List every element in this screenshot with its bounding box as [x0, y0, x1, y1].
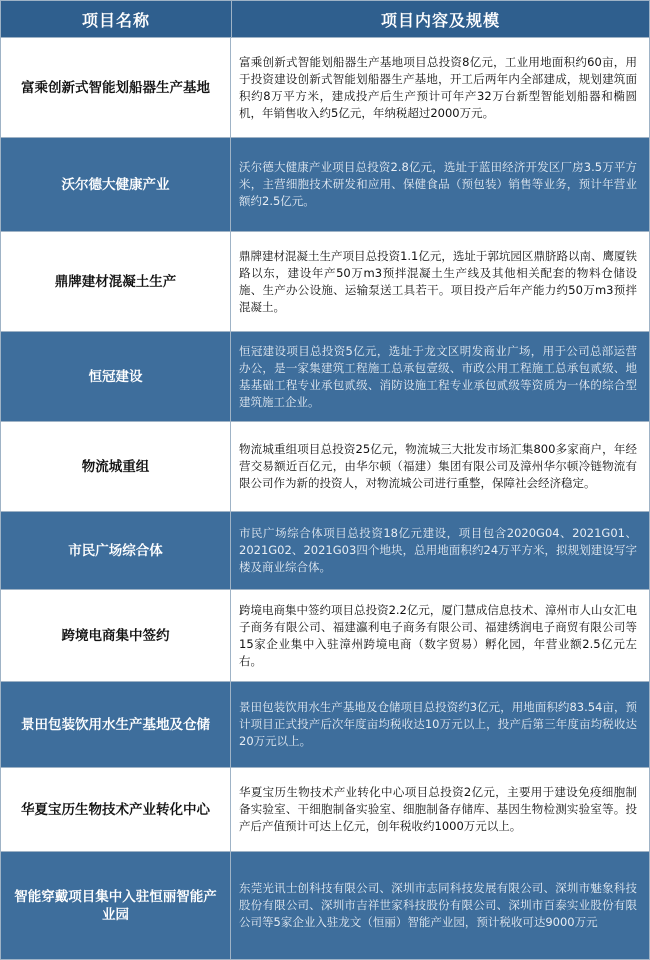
project-name: 恒冠建设 [1, 332, 231, 421]
project-content: 景田包装饮用水生产基地及仓储项目总投资约3亿元，用地面积约83.54亩，预计项目正式投产后次年度亩均税收达10万元以上，投产后第三年度亩均税收达20万元以上。 [239, 700, 637, 748]
table-row [1, 231, 649, 331]
project-content: 市民广场综合体项目总投资18亿元建设，项目包含2020G04、2021G01、2021G02、2021G03四个地块，总用地面积约24万平方米，拟规划建设写字楼及商业综合体。 [239, 526, 637, 574]
project-name: 鼎牌建材混凝土生产 [1, 232, 231, 331]
table-row [1, 851, 649, 959]
table-header [1, 1, 649, 37]
table-row [1, 37, 649, 137]
project-content: 恒冠建设项目总投资5亿元，选址于龙文区明发商业广场，用于公司总部运营办公，是一家集建筑工程施工总承包壹级、市政公用工程施工总承包贰级、地基基础工程专业承包贰级、消防设施工程专业承包贰级等资质为一体的综合型建筑施工企业。 [239, 343, 637, 409]
header-project-content: 项目内容及规模 [380, 10, 500, 30]
table-row [1, 511, 649, 589]
project-content: 沃尔德大健康产业项目总投资2.8亿元，选址于蓝田经济开发区厂房3.5万平方米，主营细胞技术研发和应用、保健食品（预包装）销售等业务，预计年营业额约2.5亿元。 [239, 160, 637, 208]
project-name: 物流城重组 [1, 422, 231, 511]
table-row [1, 137, 649, 231]
table-row [1, 421, 649, 511]
project-content: 鼎牌建材混凝土生产项目总投资1.1亿元，选址于郭坑园区鼎脐路以南、鹰厦铁路以东，建设年产50万m3预拌混凝土生产线及其他相关配套的物料仓储设施、生产办公设施、运输泵送工具若干。项目投产后年产能力约50万m3预拌混凝土。 [239, 248, 637, 314]
project-content: 物流城重组项目总投资25亿元，物流城三大批发市场汇集800多家商户，年经营交易额近百亿元，由华尔顿（福建）集团有限公司及漳州华尔顿冷链物流有限公司作为新的投资人，对物流城公司进行重整，保障社会经济稳定。 [239, 442, 637, 490]
table-body [1, 37, 649, 959]
project-name: 沃尔德大健康产业 [1, 138, 231, 231]
table-row [1, 681, 649, 767]
project-name: 智能穿戴项目集中入驻恒丽智能产业园 [1, 852, 231, 959]
table-row [1, 331, 649, 421]
header-project-name: 项目名称 [1, 1, 232, 37]
table-row [1, 767, 649, 851]
table-row [1, 589, 649, 681]
project-name: 市民广场综合体 [1, 512, 231, 589]
project-name: 富乘创新式智能划船器生产基地 [1, 38, 231, 137]
project-content: 跨境电商集中签约项目总投资2.2亿元，厦门慧成信息技术、漳州市人山女汇电子商务有限公司、福建瀛利电子商务有限公司、福建绣润电子商贸有限公司等15家企业集中入驻漳州跨境电商（数字贸易）孵化园，年营业额2.5亿元左右。 [239, 602, 637, 668]
project-content: 华夏宝历生物技术产业转化中心项目总投资2亿元，主要用于建设免疫细胞制备实验室、干细胞制备实验室、细胞制备存储库、基因生物检测实验室等。投产后产值预计可达上亿元，创年税收约1000万元以上。 [239, 785, 637, 833]
project-name: 跨境电商集中签约 [1, 590, 231, 681]
project-content: 东莞光讯士创科技有限公司、深圳市志同科技发展有限公司、深圳市魅象科技股份有限公司、深圳市吉祥世家科技股份有限公司、深圳市百泰实业股份有限公司等5家企业入驻龙文（恒丽）智能产业园，预计税收可达9000万元 [239, 881, 637, 929]
project-content: 富乘创新式智能划船器生产基地项目总投资8亿元，工业用地面积约60亩，用于投资建设创新式智能划船器生产基地，开工后两年内全部建成，规划建筑面积约8万平方米，建成投产后生产预计可年产32万台新型智能划船器和椭圆机，年销售收入约5亿元，年纳税超过2000万元。 [239, 54, 637, 120]
project-name: 景田包装饮用水生产基地及仓储 [1, 682, 231, 767]
project-name: 华夏宝历生物技术产业转化中心 [1, 768, 231, 851]
